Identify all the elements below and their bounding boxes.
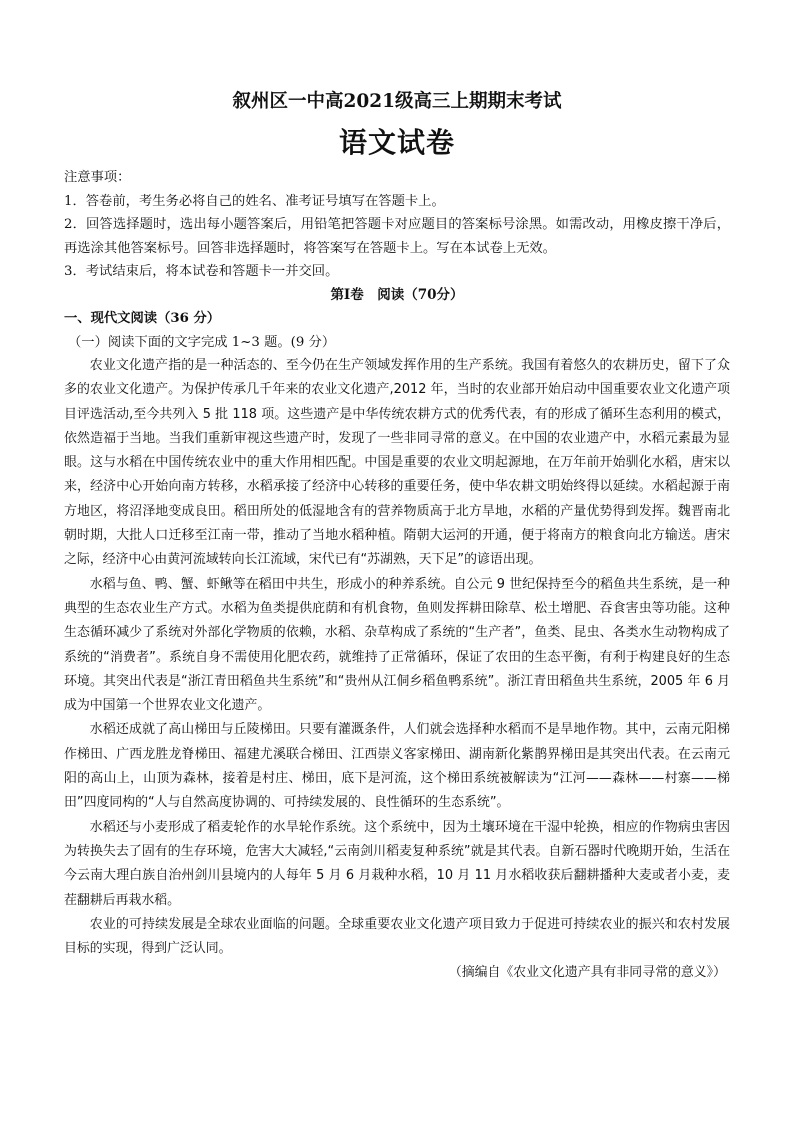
section-heading: 一、现代文阅读（36 分） — [64, 311, 221, 326]
notice-item-2: 2．回答选择题时，选出每小题答案后，用铅笔把答题卡对应题目的答案标号涂黑。如需改动，用橡皮擦干净后，再选涂其他答案标号。回答非选择题时，将答案写在答题卡上。写在本试卷上无效。 — [64, 217, 730, 256]
article-paragraph: 农业的可持续发展是全球农业面临的问题。全球重要农业文化遗产项目致力于促进可持续农业的振兴和农村发展目标的实现，得到广泛认同。 — [64, 916, 730, 957]
article-paragraph: 水稻与鱼、鸭、蟹、虾鳅等在稻田中共生，形成小的种养系统。自公元 9 世纪保持至今的稻鱼共生系统，是一种典型的生态农业生产方式。水稻为鱼类提供庇荫和有机食物，鱼则发挥耕田除草、松土增肥、吞食害虫等功能。这种生态循环减少了系统对外部化学物质的依赖，水稻、杂草构成了系统的“生产者”，鱼类、昆虫、各类水生动物构成了系统的“消费者”。系统自身不需使用化肥农药，就维持了正常循环，保证了农田的生态平衡，有利于构建良好的生态环境。其突出代表是“浙江青田稻鱼共生系统”和“贵州从江侗乡稻鱼鸭系统”。浙江青田稻鱼共生系统，2005 年 6 月成为中国第一个世界农业文化遗产。 — [64, 576, 730, 714]
article-paragraph: 水稻还成就了高山梯田与丘陵梯田。只要有灌溉条件，人们就会选择种水稻而不是旱地作物。其中，云南元阳梯作梯田、广西龙胜龙脊梯田、福建尤溪联合梯田、江西崇义客家梯田、湖南新化紫鹊界梯田是其突出代表。在云南元阳的高山上，山顶为森林，接着是村庄、梯田，底下是河流，这个梯田系统被解读为“江河——森林——村寨——梯田”四度同构的“人与自然高度协调的、可持续发展的、良性循环的生态系统”。 — [64, 722, 730, 811]
part-title: 第Ⅰ卷 阅读（70分） — [330, 286, 464, 303]
exam-page — [64, 88, 730, 986]
article-source: （摘编自《农业文化遗产具有非同寻常的意义》） — [448, 965, 726, 981]
exam-title: 叙州区一中高2021级高三上期期末考试 — [232, 91, 562, 112]
article-paragraph: 水稻还与小麦形成了稻麦轮作的水旱轮作系统。这个系统中，因为土壤环境在干湿中轮换，相应的作物病虫害因为转换失去了固有的生存环境，危害大大减轻,“云南剑川稻麦复种系统”就是其代表。自新石器时代晚期开始，生活在今云南大理白族自治州剑川县境内的人每年 5 月 6 月栽种水稻，10 月 11 月水稻收获后翻耕播种大麦或者小麦，麦茬翻耕后再栽水稻。 — [64, 819, 730, 908]
notice-heading: 注意事项： — [64, 170, 131, 185]
notice-item-3: 3．考试结束后，将本试卷和答题卡一并交回。 — [64, 264, 339, 279]
notice-item-1: 1．答卷前，考生务必将自己的姓名、准考证号填写在答题卡上。 — [64, 193, 445, 209]
article-paragraph: 农业文化遗产指的是一种活态的、至今仍在生产领域发挥作用的生产系统。我国有着悠久的农耕历史，留下了众多的农业文化遗产。为保护传承几千年来的农业文化遗产,2012 年，当时的农业部开始启动中国重要农业文化遗产项目评选活动,至今共列入 5 批 118 项。这些遗产是中华传统农耕方式的优秀代表，有的形成了循环生态利用的模式，依然造福于当地。当我们重新审视这些遗产时，发现了一些非同寻常的意义。在中国的农业遗产中，水稻元素最为显眼。这与水稻在中国传统农业中的重大作用相匹配。中国是重要的农业文明起源地，在万年前开始驯化水稻，唐宋以来，经济中心开始向南方转移，水稻承接了经济中心转移的重要任务，使中华农耕文明始终得以延续。水稻起源于南方地区，将沼泽地变成良田。稻田所处的低湿地含有的营养物质高于北方旱地，水稻的产量优势得到发挥。魏晋南北朝时期，大批人口迁移至江南一带，推动了当地水稻种植。隋朝大运河的开通，便于将南方的粮食向北方输送。唐宋之际，经济中心由黄河流域转向长江流域，宋代已有“苏湖熟，天下足”的谚语出现。 — [64, 358, 730, 568]
exam-subject-title: 语文试卷 — [338, 126, 455, 159]
subsection-heading: （一）阅读下面的文字完成 1~3 题。(9 分） — [68, 334, 336, 350]
